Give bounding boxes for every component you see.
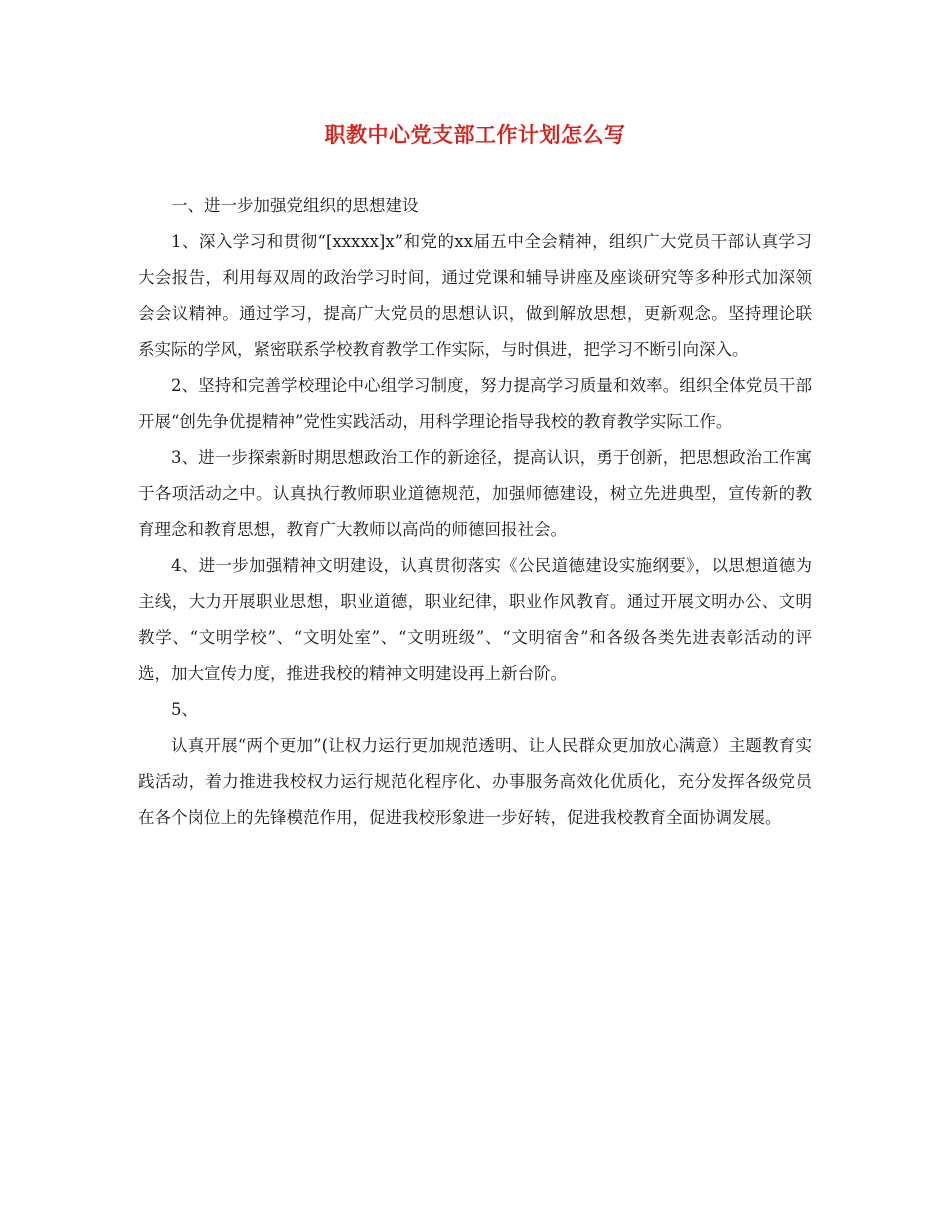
document-body <box>138 188 812 836</box>
paragraph-item-5-text: 认真开展“两个更加”(让权力运行更加规范透明、让人民群众更加放心满意）主题教育实践活动，着力推进我校权力运行规范化程序化、办事服务高效化优质化，充分发挥各级党员在各个岗位上的先锋模范作用，促进我校形象进一步好转，促进我校教育全面协调发展。 <box>138 736 812 827</box>
document-title: 职教中心党支部工作计划怎么写 <box>324 122 626 147</box>
paragraph-item-3: 3、进一步探索新时期思想政治工作的新途径，提高认识，勇于创新，把思想政治工作寓于各项活动之中。认真执行教师职业道德规范，加强师德建设，树立先进典型，宣传新的教育理念和教育思想，教育广大教师以高尚的师德回报社会。 <box>138 448 812 539</box>
paragraph-item-2: 2、坚持和完善学校理论中心组学习制度，努力提高学习质量和效率。组织全体党员干部开展“创先争优提精神”党性实践活动，用科学理论指导我校的教育教学实际工作。 <box>138 376 812 431</box>
paragraph-item-5-number: 5、 <box>171 700 198 719</box>
section-heading-1: 一、进一步加强党组织的思想建设 <box>171 196 419 215</box>
paragraph-item-1: 1、深入学习和贯彻“[xxxxx]x”和党的xx届五中全会精神，组织广大党员干部认真学习大会报告，利用每双周的政治学习时间，通过党课和辅导讲座及座谈研究等多种形式加深领会会议精神。通过学习，提高广大党员的思想认识，做到解放思想，更新观念。坚持理论联系实际的学风，紧密联系学校教育教学工作实际，与时俱进，把学习不断引向深入。 <box>138 232 812 359</box>
paragraph-item-4: 4、进一步加强精神文明建设，认真贯彻落实《公民道德建设实施纲要》，以思想道德为主线，大力开展职业思想，职业道德，职业纪律，职业作风教育。通过开展文明办公、文明教学、“文明学校”、“文明处室”、“文明班级”、“文明宿舍”和各级各类先进表彰活动的评选，加大宣传力度，推进我校的精神文明建设再上新台阶。 <box>138 556 812 683</box>
